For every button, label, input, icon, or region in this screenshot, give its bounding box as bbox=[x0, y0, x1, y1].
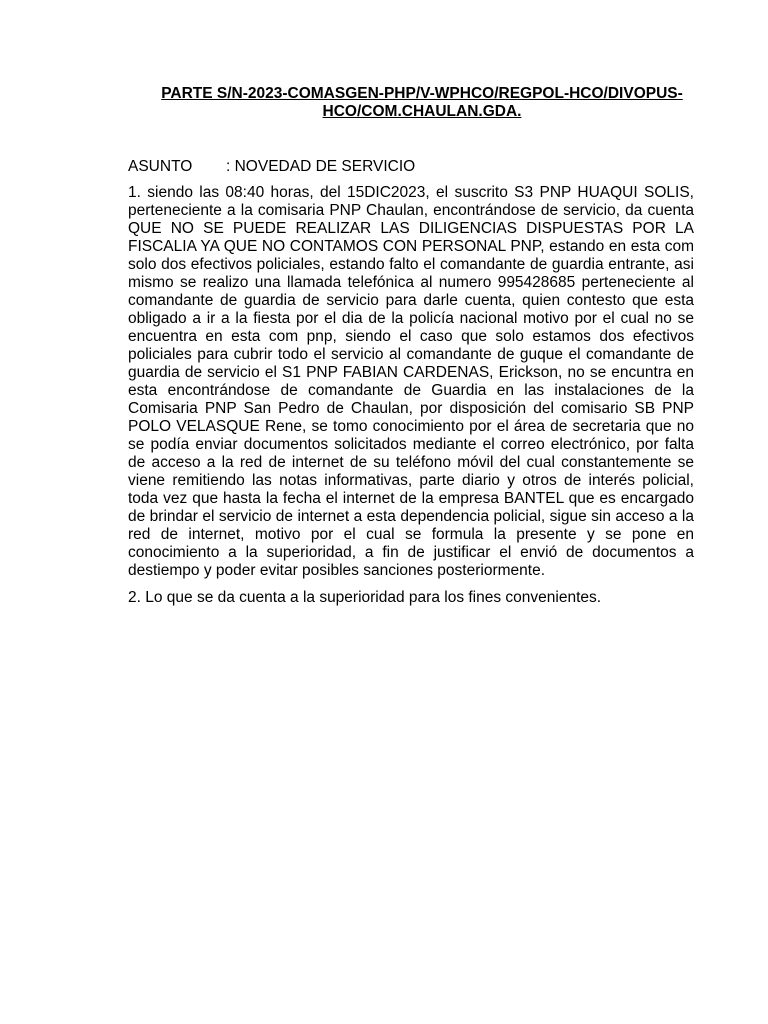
paragraph-1: 1. siendo las 08:40 horas, del 15DIC2023, el suscrito S3 PNP HUAQUI SOLIS, perteneciente a la comisaria PNP Chaulan, encontrándose de servicio, da cuenta QUE NO SE PUEDE REALIZAR LAS DILIGENCIAS DISPUESTAS POR LA FISCALIA YA QUE NO CONTAMOS CON PERSONAL PNP, estando en esta com solo dos efectivos policiales, estando falto el comandante de guardia entrante, asi mismo se realizo una llamada telefónica al numero 995428685 perteneciente al comandante de guardia de servicio para darle cuenta, quien contesto que esta obligado a ir a la fiesta por el dia de la policía nacional motivo por el cual no se encuentra en esta com pnp, siendo el caso que solo estamos dos efectivos policiales para cubrir todo el servicio al comandante de guque el comandante de guardia de servicio el S1 PNP FABIAN CARDENAS, Erickson, no se encuntra en esta encontrándose de comandante de Guardia en las instalaciones de la Comisaria PNP San Pedro de Chaulan, por disposición del comisario SB PNP POLO VELASQUE Rene, se tomo conocimiento por el área de secretaria que no se podía enviar documentos solicitados mediante el correo electrónico, por falta de acceso a la red de internet de su teléfono móvil del cual constantemente se viene remitiendo las notas informativas, parte diario y otros de interés policial, toda vez que hasta la fecha el internet de la empresa BANTEL que es encargado de brindar el servicio de internet a esta dependencia policial, sigue sin acceso a la red de internet, motivo por el cual se formula la presente y se pone en conocimiento a la superioridad, a fin de justificar el envió de documentos a destiempo y poder evitar posibles sanciones posteriormente. bbox=[128, 184, 694, 579]
paragraph-2: 2. Lo que se da cuenta a la superioridad para los fines convenientes. bbox=[128, 589, 602, 606]
document-title: PARTE S/N-2023-COMASGEN-PHP/V-WPHCO/REGPOL-HCO/DIVOPUS-HCO/COM.CHAULAN.GDA. bbox=[161, 85, 683, 120]
subject-value: : NOVEDAD DE SERVICIO bbox=[226, 158, 416, 175]
subject-label: ASUNTO bbox=[128, 158, 193, 175]
subject-line bbox=[128, 158, 694, 176]
